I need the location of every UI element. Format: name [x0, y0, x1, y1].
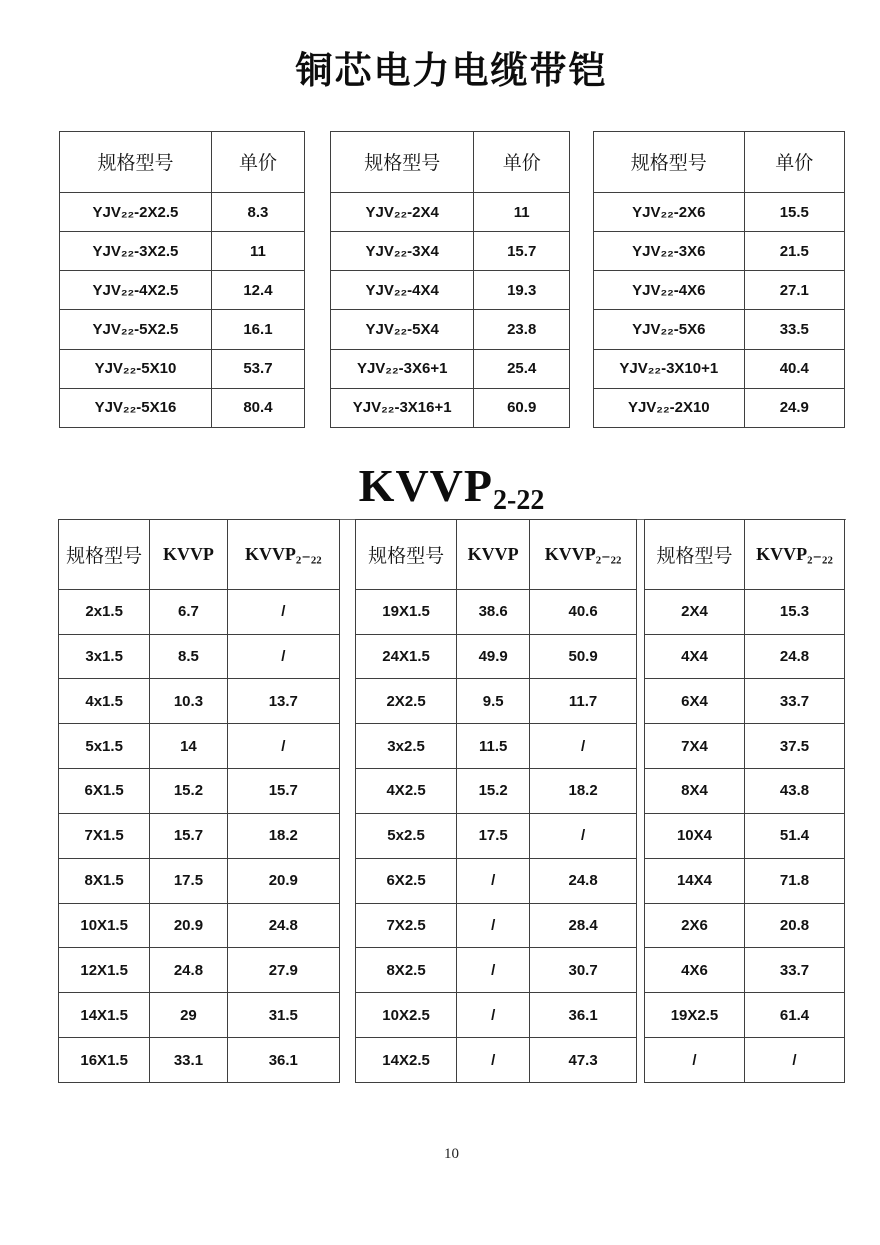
price-cell: 53.7 — [211, 349, 304, 388]
price-cell: / — [457, 903, 530, 948]
column-header: 规格型号 — [594, 132, 745, 193]
price-cell: 15.7 — [474, 232, 570, 271]
price-cell: 71.8 — [745, 858, 845, 903]
table-row — [331, 349, 570, 388]
table-row — [356, 1038, 637, 1083]
price-cell: 30.7 — [530, 948, 637, 993]
spec-model-cell: 16X1.5 — [59, 1038, 150, 1083]
price-cell: 80.4 — [211, 388, 304, 427]
price-cell: 24.8 — [150, 948, 227, 993]
spec-model-cell: 2x1.5 — [59, 589, 150, 634]
table-row — [645, 769, 845, 814]
price-cell: / — [530, 724, 637, 769]
spec-model-cell: 10X1.5 — [59, 903, 150, 948]
table-header-row — [645, 520, 845, 590]
spec-model-cell: 5x1.5 — [59, 724, 150, 769]
spec-model-cell: 2X6 — [645, 903, 745, 948]
kvvp-tables-group — [58, 519, 846, 1085]
price-cell: / — [745, 1038, 845, 1083]
spec-model-cell: 8X4 — [645, 769, 745, 814]
price-cell: 47.3 — [530, 1038, 637, 1083]
price-cell: 33.7 — [745, 948, 845, 993]
price-cell: 37.5 — [745, 724, 845, 769]
price-cell: 36.1 — [530, 993, 637, 1038]
table-row — [645, 589, 845, 634]
price-cell: 61.4 — [745, 993, 845, 1038]
table-row — [59, 948, 340, 993]
price-cell: 33.5 — [744, 310, 844, 349]
spec-model-cell: YJV₂₂-4X2.5 — [60, 271, 212, 310]
table-header-row — [356, 520, 637, 590]
spec-model-cell: YJV₂₂-4X4 — [331, 271, 474, 310]
spec-model-cell: 24X1.5 — [356, 634, 457, 679]
table-row — [356, 813, 637, 858]
price-cell: 13.7 — [227, 679, 339, 724]
price-cell: 16.1 — [211, 310, 304, 349]
column-header: 规格型号 — [356, 520, 457, 590]
table-row — [60, 271, 305, 310]
price-cell: 20.9 — [150, 903, 227, 948]
table-row — [594, 232, 845, 271]
spec-model-cell: 10X4 — [645, 813, 745, 858]
spec-model-cell: YJV₂₂-2X10 — [594, 388, 745, 427]
price-cell: 11 — [474, 192, 570, 231]
table-row — [331, 271, 570, 310]
spec-model-cell: 2X4 — [645, 589, 745, 634]
price-cell: 33.7 — [745, 679, 845, 724]
spec-model-cell: 8X2.5 — [356, 948, 457, 993]
table-row — [59, 769, 340, 814]
column-header: 规格型号 — [60, 132, 212, 193]
spec-model-cell: 14X2.5 — [356, 1038, 457, 1083]
table-row — [645, 679, 845, 724]
price-cell: 18.2 — [227, 813, 339, 858]
price-cell: 38.6 — [457, 589, 530, 634]
price-cell: 17.5 — [457, 813, 530, 858]
spec-model-cell: YJV₂₂-4X6 — [594, 271, 745, 310]
price-cell: 12.4 — [211, 271, 304, 310]
price-cell: 24.8 — [530, 858, 637, 903]
column-header: 单价 — [744, 132, 844, 193]
price-cell: 20.8 — [745, 903, 845, 948]
price-cell: 14 — [150, 724, 227, 769]
table-row — [331, 192, 570, 231]
armored-price-table-2 — [330, 131, 570, 428]
price-cell: 11 — [211, 232, 304, 271]
column-header: 单价 — [211, 132, 304, 193]
price-cell: 24.8 — [745, 634, 845, 679]
spec-model-cell: YJV₂₂-2X6 — [594, 192, 745, 231]
table-row — [645, 724, 845, 769]
column-header: KVVP₂₋₂₂ — [227, 520, 339, 590]
table-row — [594, 271, 845, 310]
price-cell: 28.4 — [530, 903, 637, 948]
price-cell: 8.3 — [211, 192, 304, 231]
price-cell: 43.8 — [745, 769, 845, 814]
price-cell: 19.3 — [474, 271, 570, 310]
price-cell: 11.5 — [457, 724, 530, 769]
price-cell: 31.5 — [227, 993, 339, 1038]
price-cell: 40.6 — [530, 589, 637, 634]
price-cell: 29 — [150, 993, 227, 1038]
table-row — [60, 232, 305, 271]
price-cell: 15.2 — [150, 769, 227, 814]
table-row — [356, 858, 637, 903]
column-header: KVVP — [150, 520, 227, 590]
spec-model-cell: 19X2.5 — [645, 993, 745, 1038]
armored-section-title: 铜芯电力电缆带铠 — [295, 51, 608, 92]
price-cell: / — [457, 993, 530, 1038]
spec-model-cell: YJV₂₂-5X16 — [60, 388, 212, 427]
table-row — [356, 679, 637, 724]
table-row — [645, 634, 845, 679]
spec-model-cell: YJV₂₂-3X4 — [331, 232, 474, 271]
column-header: KVVP — [457, 520, 530, 590]
price-cell: 27.1 — [744, 271, 844, 310]
column-header: KVVP₂₋₂₂ — [530, 520, 637, 590]
spec-model-cell: 8X1.5 — [59, 858, 150, 903]
table-row — [356, 634, 637, 679]
table-row — [59, 813, 340, 858]
spec-model-cell: 7X1.5 — [59, 813, 150, 858]
price-cell: 21.5 — [744, 232, 844, 271]
table-row — [60, 349, 305, 388]
table-row — [60, 388, 305, 427]
table-row — [356, 993, 637, 1038]
table-row — [60, 192, 305, 231]
table-row — [594, 310, 845, 349]
spec-model-cell: YJV₂₂-2X4 — [331, 192, 474, 231]
page-number: 10 — [444, 1146, 459, 1162]
price-cell: 51.4 — [745, 813, 845, 858]
spec-model-cell: YJV₂₂-3X6+1 — [331, 349, 474, 388]
table-row — [356, 724, 637, 769]
spec-model-cell: 3x1.5 — [59, 634, 150, 679]
spec-model-cell: YJV₂₂-3X10+1 — [594, 349, 745, 388]
price-cell: 17.5 — [150, 858, 227, 903]
price-cell: / — [530, 813, 637, 858]
price-cell: 15.2 — [457, 769, 530, 814]
table-row — [59, 679, 340, 724]
price-cell: 60.9 — [474, 388, 570, 427]
table-row — [59, 724, 340, 769]
table-row — [594, 349, 845, 388]
price-cell: 18.2 — [530, 769, 637, 814]
spec-model-cell: 10X2.5 — [356, 993, 457, 1038]
table-row — [331, 310, 570, 349]
table-row — [59, 993, 340, 1038]
armored-price-table-3 — [593, 131, 845, 428]
price-cell: 50.9 — [530, 634, 637, 679]
table-header-row — [60, 132, 305, 193]
spec-model-cell: 4x1.5 — [59, 679, 150, 724]
spec-model-cell: 4X6 — [645, 948, 745, 993]
spec-model-cell: YJV₂₂-3X2.5 — [60, 232, 212, 271]
table-row — [645, 903, 845, 948]
kvvp-title-base: KVVP — [358, 460, 493, 511]
kvvp-price-table-1 — [58, 519, 340, 1083]
price-cell: 15.5 — [744, 192, 844, 231]
table-row — [59, 858, 340, 903]
price-cell: 11.7 — [530, 679, 637, 724]
table-header-row — [59, 520, 340, 590]
table-row — [645, 813, 845, 858]
price-cell: 36.1 — [227, 1038, 339, 1083]
table-row — [59, 1038, 340, 1083]
price-cell: 6.7 — [150, 589, 227, 634]
price-cell: 15.7 — [150, 813, 227, 858]
price-cell: / — [457, 858, 530, 903]
price-cell: 40.4 — [744, 349, 844, 388]
table-row — [59, 634, 340, 679]
table-row — [594, 388, 845, 427]
price-cell: 23.8 — [474, 310, 570, 349]
table-row — [331, 388, 570, 427]
table-row — [645, 948, 845, 993]
spec-model-cell: YJV₂₂-3X16+1 — [331, 388, 474, 427]
column-header: KVVP₂₋₂₂ — [745, 520, 845, 590]
price-cell: / — [227, 724, 339, 769]
spec-model-cell: 2X2.5 — [356, 679, 457, 724]
spec-model-cell: 6X2.5 — [356, 858, 457, 903]
spec-model-cell: YJV₂₂-5X2.5 — [60, 310, 212, 349]
table-row — [59, 589, 340, 634]
price-cell: 33.1 — [150, 1038, 227, 1083]
spec-model-cell: 19X1.5 — [356, 589, 457, 634]
table-row — [645, 993, 845, 1038]
price-cell: / — [227, 634, 339, 679]
spec-model-cell: YJV₂₂-5X10 — [60, 349, 212, 388]
table-row — [331, 232, 570, 271]
spec-model-cell: 4X2.5 — [356, 769, 457, 814]
price-cell: 27.9 — [227, 948, 339, 993]
column-header: 单价 — [474, 132, 570, 193]
spec-model-cell: 6X1.5 — [59, 769, 150, 814]
price-cell: 25.4 — [474, 349, 570, 388]
price-cell: / — [227, 589, 339, 634]
kvvp-title-subscript: 2-22 — [493, 485, 545, 516]
price-cell: 15.3 — [745, 589, 845, 634]
table-row — [645, 1038, 845, 1083]
spec-model-cell: 14X1.5 — [59, 993, 150, 1038]
kvvp-price-table-2 — [355, 519, 637, 1083]
price-cell: / — [457, 1038, 530, 1083]
price-cell: 9.5 — [457, 679, 530, 724]
price-cell: 24.9 — [744, 388, 844, 427]
table-row — [594, 192, 845, 231]
spec-model-cell: 5x2.5 — [356, 813, 457, 858]
table-row — [356, 903, 637, 948]
table-row — [356, 589, 637, 634]
price-cell: / — [457, 948, 530, 993]
price-cell: 24.8 — [227, 903, 339, 948]
spec-model-cell: YJV₂₂-2X2.5 — [60, 192, 212, 231]
price-cell: 8.5 — [150, 634, 227, 679]
table-row — [60, 310, 305, 349]
spec-model-cell: YJV₂₂-3X6 — [594, 232, 745, 271]
spec-model-cell: 12X1.5 — [59, 948, 150, 993]
table-header-row — [331, 132, 570, 193]
spec-model-cell: 3x2.5 — [356, 724, 457, 769]
column-header: 规格型号 — [59, 520, 150, 590]
armored-price-table-1 — [59, 131, 305, 428]
spec-model-cell: YJV₂₂-5X6 — [594, 310, 745, 349]
kvvp-price-table-3 — [644, 519, 845, 1083]
kvvp-section-title — [58, 458, 845, 521]
column-header: 规格型号 — [645, 520, 745, 590]
spec-model-cell: 14X4 — [645, 858, 745, 903]
spec-model-cell: 4X4 — [645, 634, 745, 679]
price-cell: 15.7 — [227, 769, 339, 814]
spec-model-cell: 7X2.5 — [356, 903, 457, 948]
spec-model-cell: 6X4 — [645, 679, 745, 724]
column-header: 规格型号 — [331, 132, 474, 193]
table-header-row — [594, 132, 845, 193]
spec-model-cell: YJV₂₂-5X4 — [331, 310, 474, 349]
table-row — [356, 948, 637, 993]
table-row — [356, 769, 637, 814]
spec-model-cell: / — [645, 1038, 745, 1083]
price-cell: 10.3 — [150, 679, 227, 724]
spec-model-cell: 7X4 — [645, 724, 745, 769]
table-row — [59, 903, 340, 948]
price-cell: 20.9 — [227, 858, 339, 903]
table-row — [645, 858, 845, 903]
price-cell: 49.9 — [457, 634, 530, 679]
